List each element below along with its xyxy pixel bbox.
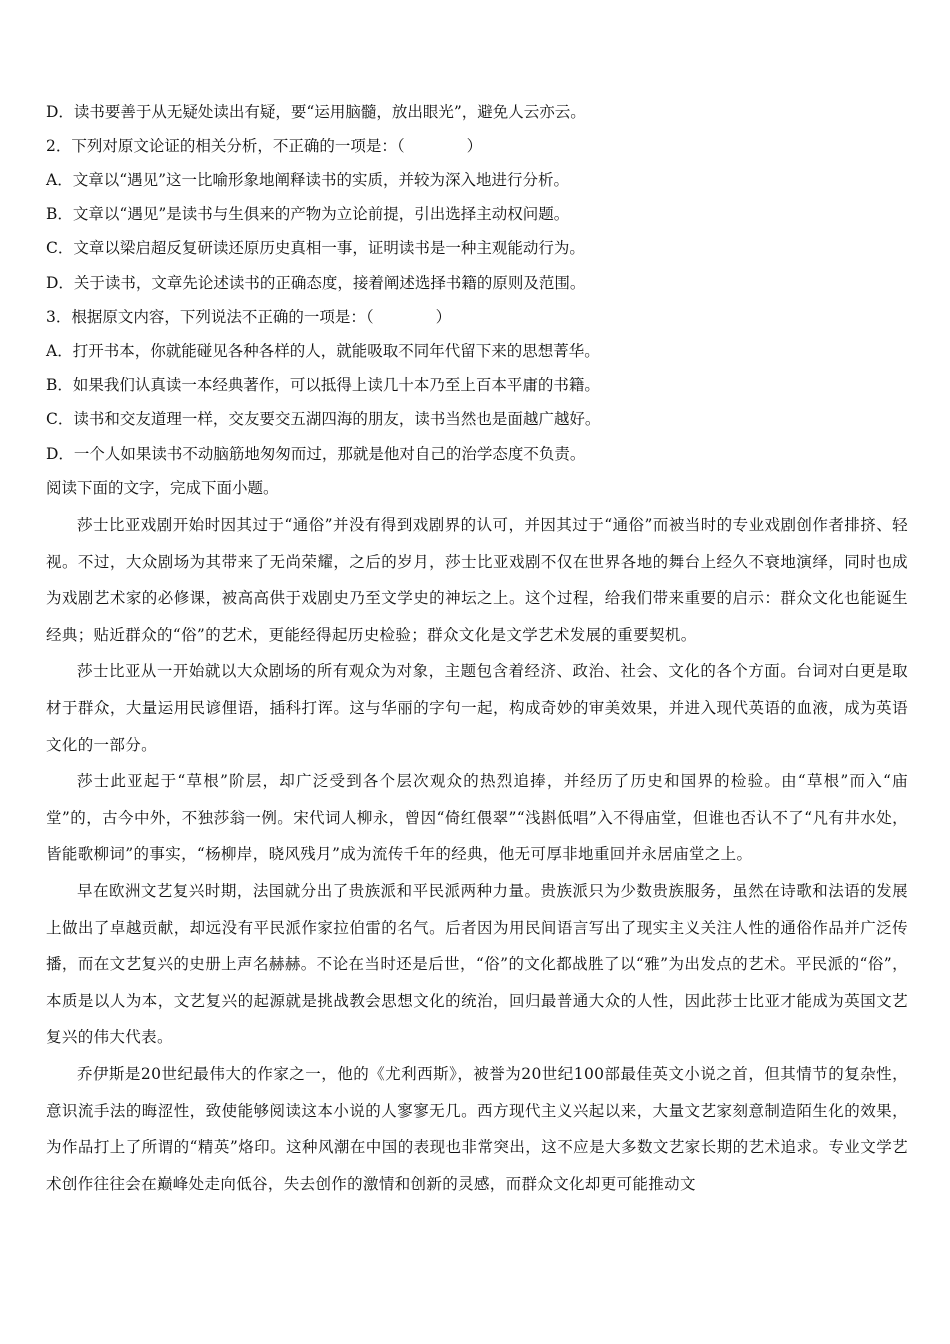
passage-paragraph-1: 莎士比亚戏剧开始时因其过于“通俗”并没有得到戏剧界的认可，并因其过于“通俗”而被当时的专业戏剧创作者排挤、轻视。不过，大众剧场为其带来了无尚荣耀，之后的岁月，莎士比亚戏剧不仅在世界各地的舞台上经久不衰地演绎，同时也成为戏剧艺术家的必修课，被高高供于戏剧史乃至文学史的神坛之上。这个过程，给我们带来重要的启示：群众文化也能诞生经典；贴近群众的“俗”的艺术，更能经得起历史检验；群众文化是文学艺术发展的重要契机。 bbox=[46, 516, 908, 644]
reading-instruction: 阅读下面的文字，完成下面小题。 bbox=[46, 479, 279, 497]
option-d-q1: D．读书要善于从无疑处读出有疑，要“运用脑髓，放出眼光”，避免人云亦云。 bbox=[46, 103, 586, 121]
passage-paragraph-5: 乔伊斯是20世纪最伟大的作家之一，他的《尤利西斯》，被誉为20世纪100部最佳英文小说之首，但其情节的复杂性，意识流手法的晦涩性，致使能够阅读这本小说的人寥寥无几。西方现代主义兴起以来，大量文艺家刻意制造陌生化的效果，为作品打上了所谓的“精英”烙印。这种风潮在中国的表现也非常突出，这不应是大多数文艺家长期的艺术追求。专业文学艺术创作往往会在巅峰处走向低谷，失去创作的激情和创新的灵感，而群众文化却更可能推动文 bbox=[46, 1064, 908, 1193]
option-c-q3: C．读书和交友道理一样，交友要交五湖四海的朋友，读书当然也是面越广越好。 bbox=[46, 410, 601, 428]
passage-paragraph-3: 莎士此亚起于“草根”阶层，却广泛受到各个层次观众的热烈追捧，并经历了历史和国界的检验。由“草根”而入“庙堂”的，古今中外，不独莎翁一例。宋代词人柳永，曾因“倚红偎翠”“浅斟低唱”入不得庙堂，但谁也否认不了“凡有井水处，皆能歌柳词”的事实，“杨柳岸，晓风残月”成为流传千年的经典，他无可厚非地重回并永居庙堂之上。 bbox=[46, 772, 908, 864]
option-a-q3: A．打开书本，你就能碰见各种各样的人，就能吸取不同年代留下来的思想菁华。 bbox=[46, 342, 600, 360]
reading-passage bbox=[46, 507, 908, 1202]
option-b-q2: B．文章以“遇见”是读书与生俱来的产物为立论前提，引出选择主动权问题。 bbox=[46, 205, 570, 223]
passage-paragraph-2: 莎士比亚从一开始就以大众剧场的所有观众为对象，主题包含着经济、政治、社会、文化的各个方面。台词对白更是取材于群众，大量运用民谚俚语，插科打诨。这与华丽的字句一起，构成奇妙的审美效果，并进入现代英语的血液，成为英语文化的一部分。 bbox=[46, 662, 908, 754]
option-a-q2: A．文章以“遇见”这一比喻形象地阐释读书的实质，并较为深入地进行分析。 bbox=[46, 171, 570, 189]
question-2-stem: 2．下列对原文论证的相关分析，不正确的一项是：（ ） bbox=[46, 137, 483, 155]
option-d-q3: D．一个人如果读书不动脑筋地匆匆而过，那就是他对自己的治学态度不负责。 bbox=[46, 445, 586, 463]
option-c-q2: C．文章以梁启超反复研读还原历史真相一事，证明读书是一种主观能动行为。 bbox=[46, 239, 585, 257]
option-b-q3: B．如果我们认真读一本经典著作，可以抵得上读几十本乃至上百本平庸的书籍。 bbox=[46, 376, 600, 394]
passage-paragraph-4: 早在欧洲文艺复兴时期，法国就分出了贵族派和平民派两种力量。贵族派只为少数贵族服务，虽然在诗歌和法语的发展上做出了卓越贡献，却远没有平民派作家拉伯雷的名气。后者因为用民间语言写出了现实主义关注人性的通俗作品并广泛传播，而在文艺复兴的史册上声名赫赫。不论在当时还是后世，“俗”的文化都战胜了以“雅”为出发点的艺术。平民派的“俗”，本质是以人为本，文艺复兴的起源就是挑战教会思想文化的统治，回归最普通大众的人性，因此莎士比亚才能成为英国文艺复兴的伟大代表。 bbox=[46, 881, 908, 1047]
option-d-q2: D．关于读书，文章先论述读书的正确态度，接着阐述选择书籍的原则及范围。 bbox=[46, 274, 586, 292]
question-3-stem: 3．根据原文内容，下列说法不正确的一项是：（ ） bbox=[46, 308, 452, 326]
